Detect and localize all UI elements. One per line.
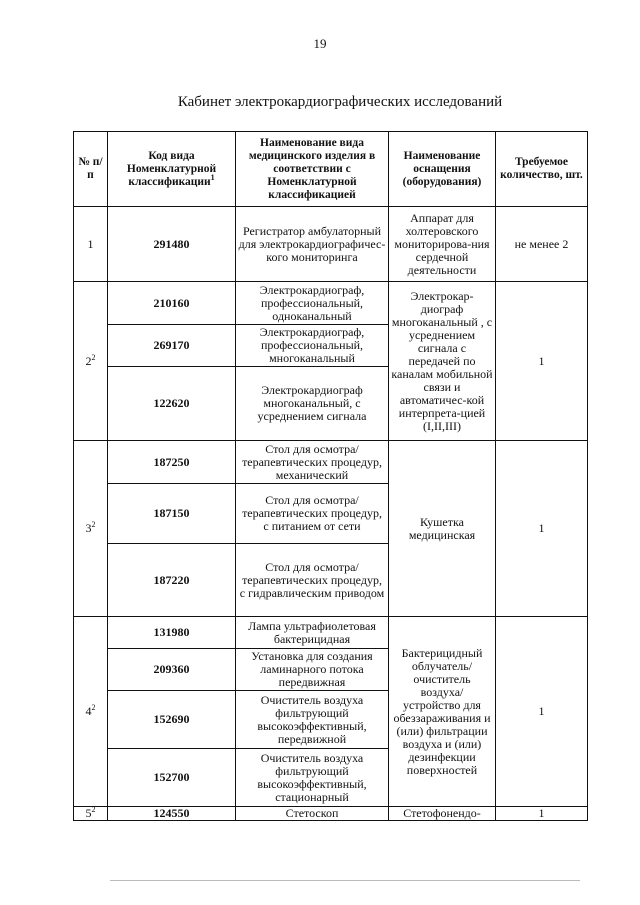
row-number-footnote: 2 — [91, 703, 96, 712]
table-row — [74, 807, 588, 821]
equipment-name: Бактерицидный облучатель/ очиститель воздуха/ устройство для обеззараживания и (или) фильтрации воздуха и (или) дезинфекции поверхностей — [389, 617, 496, 807]
item-code: 187150 — [108, 484, 236, 544]
table-header-row — [74, 132, 588, 207]
row-number — [74, 617, 108, 807]
item-code: 269170 — [108, 325, 236, 367]
item-code: 187250 — [108, 441, 236, 484]
item-name: Электрокардиограф, профессиональный, одноканальный — [236, 282, 389, 325]
required-quantity: 1 — [496, 617, 588, 807]
page-title: Кабинет электрокардиографических исследований — [177, 94, 503, 110]
header-num: № п/п — [74, 132, 108, 207]
item-code: 122620 — [108, 367, 236, 441]
item-name: Регистратор амбулаторный для электрокардиографичес-кого мониторинга — [236, 207, 389, 282]
header-code-text: Код вида Номенклатурной классификации — [126, 149, 217, 188]
item-name: Очиститель воздуха фильтрующий высокоэффективный, передвижной — [236, 691, 389, 749]
row-number-footnote: 2 — [91, 352, 96, 362]
item-code: 152700 — [108, 749, 236, 807]
table-row — [74, 207, 588, 282]
required-quantity: 1 — [496, 807, 588, 821]
item-name: Стетоскоп — [236, 807, 389, 821]
item-name: Стол для осмотра/терапевтических процедур, с гидравлическим приводом — [236, 544, 389, 617]
table-row — [74, 282, 588, 325]
row-number-text: 5 — [85, 806, 92, 820]
item-code: 131980 — [108, 617, 236, 649]
equipment-name: Аппарат для холтеровского мониторирова-ния сердечной деятельности — [389, 207, 496, 282]
header-name: Наименование вида медицинского изделия в соответствии с Номенклатурной классификацией — [236, 132, 389, 207]
item-name: Стол для осмотра/терапевтических процедур, с питанием от сети — [236, 484, 389, 544]
row-number — [74, 807, 108, 821]
page-number: 19 — [313, 36, 327, 51]
table-row — [74, 441, 588, 484]
item-code: 209360 — [108, 649, 236, 691]
item-code: 187220 — [108, 544, 236, 617]
item-code: 291480 — [108, 207, 236, 282]
header-equipment: Наименование оснащения (оборудования) — [389, 132, 496, 207]
item-code: 210160 — [108, 282, 236, 325]
item-name: Очиститель воздуха фильтрующий высокоэффективный, стационарный — [236, 749, 389, 807]
item-name: Стол для осмотра/терапевтических процедур, механический — [236, 441, 389, 484]
header-code-footnote: 1 — [210, 172, 215, 182]
equipment-table — [73, 131, 588, 821]
row-number-text: 2 — [85, 353, 92, 368]
row-number-footnote: 2 — [91, 520, 96, 529]
required-quantity: 1 — [496, 282, 588, 441]
item-name: Лампа ультрафиолетовая бактерицидная — [236, 617, 389, 649]
row-number-text: 3 — [85, 521, 92, 535]
row-number-text: 4 — [85, 704, 92, 718]
row-number-text: 1 — [87, 236, 94, 251]
equipment-name: Кушетка медицинская — [389, 441, 496, 617]
item-code: 152690 — [108, 691, 236, 749]
row-number — [74, 207, 108, 282]
item-code: 124550 — [108, 807, 236, 821]
header-qty: Требуемое количество, шт. — [496, 132, 588, 207]
item-name: Установка для создания ламинарного потока передвижная — [236, 649, 389, 691]
row-number-footnote: 2 — [91, 805, 96, 814]
row-number — [74, 441, 108, 617]
item-name: Электрокардиограф многоканальный, с усреднением сигнала — [236, 367, 389, 441]
item-name: Электрокардиограф, профессиональный, многоканальный — [236, 325, 389, 367]
equipment-name: Стетофонендо- — [389, 807, 496, 821]
equipment-name: Электрокар-диограф многоканальный , с усреднением сигнала с передачей по каналам мобильной связи и автоматичес-кой интерпрета-цией (I,II,III) — [389, 282, 496, 441]
scan-edge-line — [110, 880, 580, 881]
required-quantity: не менее 2 — [496, 207, 588, 282]
required-quantity: 1 — [496, 441, 588, 617]
header-code — [108, 132, 236, 207]
row-number — [74, 282, 108, 441]
table-row — [74, 617, 588, 649]
